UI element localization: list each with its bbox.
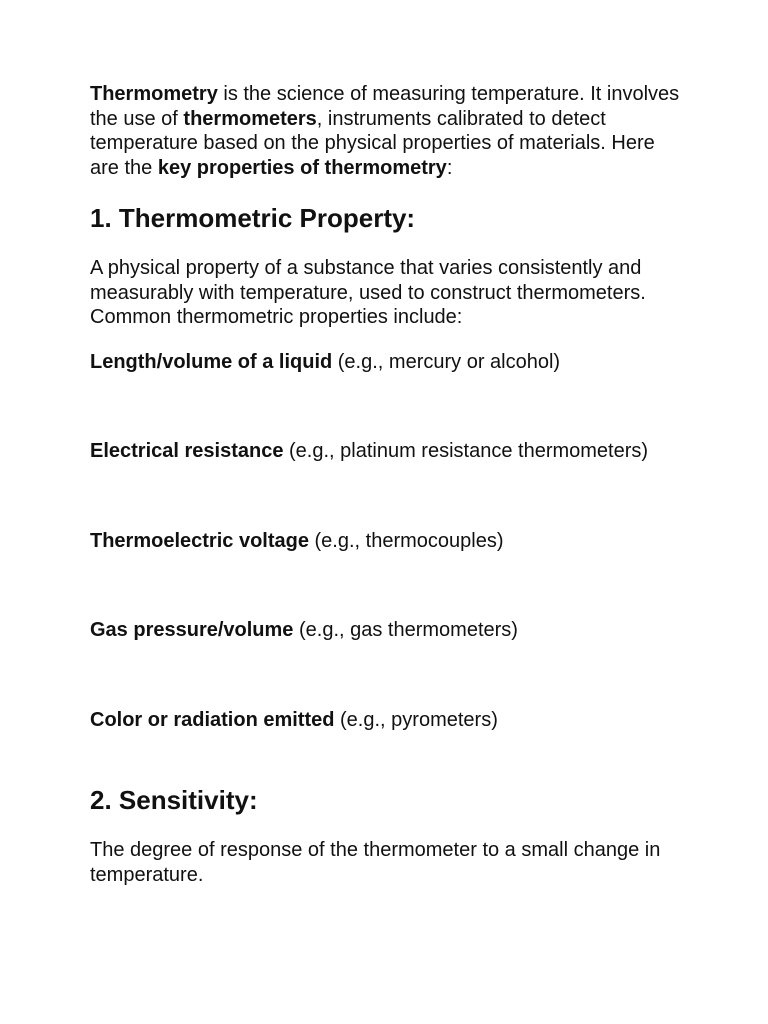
property-detail: (e.g., gas thermometers) [293,619,518,641]
property-term: Color or radiation emitted [90,708,335,731]
intro-term-thermometry: Thermometry [90,83,218,105]
property-term: Length/volume of a liquid [90,350,333,373]
intro-term-thermometers: thermometers [183,107,317,130]
intro-text-1: is the science of measuring temperature. It involves the use of [90,83,680,130]
property-detail: (e.g., platinum resistance thermometers) [283,440,649,462]
section-heading-thermometric-property: 1. Thermometric Property: [90,203,416,233]
intro-paragraph [90,82,682,180]
section-body-thermometric-property: A physical property of a substance that varies consistently and measurably with temperature, used to construct thermometers. Common thermometric properties include: [90,257,646,328]
property-item [90,708,682,733]
property-item [90,529,682,554]
property-term: Thermoelectric voltage [90,529,309,552]
property-detail: (e.g., pyrometers) [334,708,498,731]
intro-term-key-properties: key properties of thermometry [157,156,447,179]
section-body-sensitivity: The degree of response of the thermometer to a small change in temperature. [90,839,661,886]
property-term: Gas pressure/volume [90,619,294,641]
intro-text-3: : [446,156,453,179]
property-detail: (e.g., mercury or alcohol) [332,350,561,373]
property-item [90,618,682,643]
property-item [90,350,682,375]
section-heading-sensitivity: 2. Sensitivity: [90,785,258,815]
property-term: Electrical resistance [90,440,284,462]
document-page [90,82,682,887]
intro-text-2: , instruments calibrated to detect temperature based on the physical properties of materials. Here are the [90,107,655,179]
property-item [90,439,682,464]
property-detail: (e.g., thermocouples) [308,529,504,552]
